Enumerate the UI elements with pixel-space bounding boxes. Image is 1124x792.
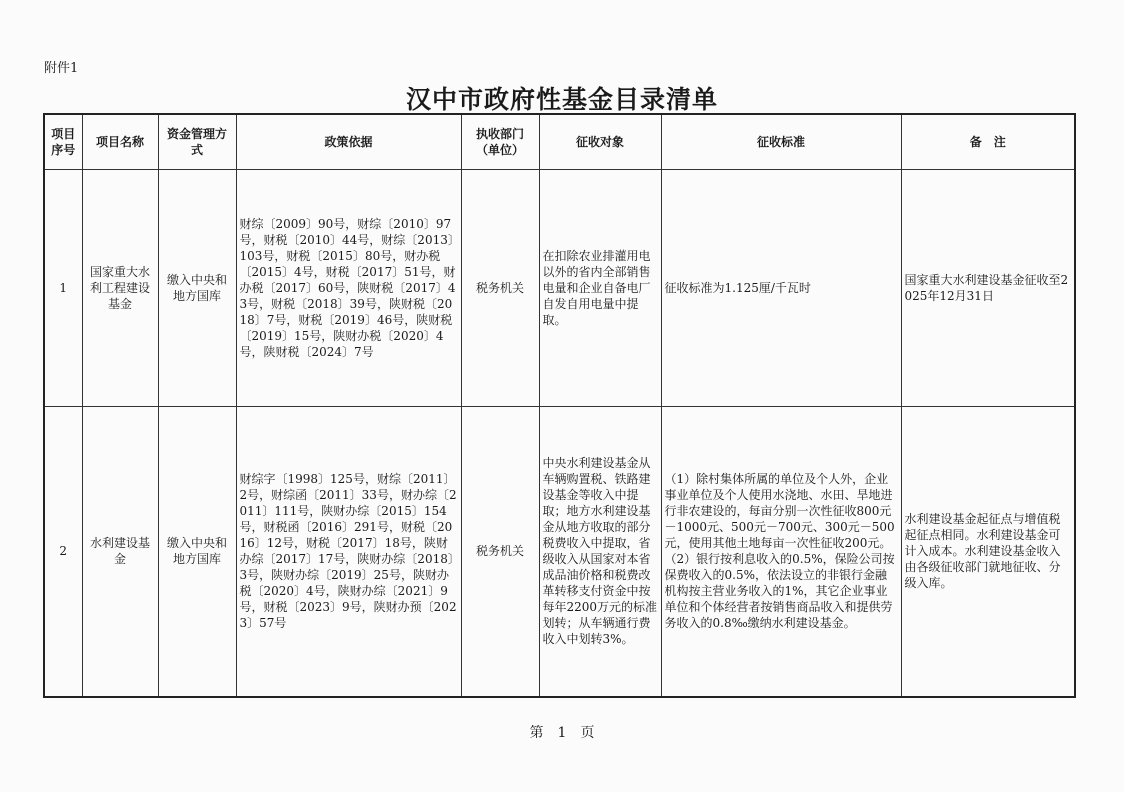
row-object: 中央水利建设基金从车辆购置税、铁路建设基金等收入中提取；地方水利建设基金从地方收取的部分税费收入中提取，省级收入从国家对本省成品油价格和税费改革转移支付资金中按每年2200万元的标准划转；从车辆通行费收入中划转3%。 bbox=[539, 406, 661, 697]
standard-item-2: （2）银行按利息收入的0.5%，保险公司按保费收入的0.5%，依法设立的非银行金融机构按主营业务收入的1%，其它企业事业单位和个体经营者按销售商品收入和提供劳务收入的0.8‰缴纳水利建设基金。 bbox=[664, 552, 895, 631]
header-cell-basis: 政策依据 bbox=[236, 114, 461, 169]
row-management: 缴入中央和地方国库 bbox=[158, 169, 236, 406]
row-name: 国家重大水利工程建设基金 bbox=[82, 169, 158, 406]
document-title: 汉中市政府性基金目录清单 bbox=[405, 85, 718, 114]
row-management: 缴入中央和地方国库 bbox=[158, 406, 236, 697]
row-no: 1 bbox=[44, 169, 82, 406]
row-name: 水利建设基金 bbox=[82, 406, 158, 697]
row-object: 在扣除农业排灌用电以外的省内全部销售电量和企业自备电厂自发自用电量中提取。 bbox=[539, 169, 661, 406]
fund-catalog-table bbox=[43, 113, 1076, 698]
page-number: 第 1 页 bbox=[529, 725, 595, 741]
row-standard: 征收标准为1.125厘/千瓦时 bbox=[661, 169, 901, 406]
header-cell-object: 征收对象 bbox=[539, 114, 661, 169]
header-cell-name: 项目名称 bbox=[82, 114, 158, 169]
row-dept: 税务机关 bbox=[461, 406, 539, 697]
header-cell-management: 资金管理方式 bbox=[158, 114, 236, 169]
header-cell-standard: 征收标准 bbox=[661, 114, 901, 169]
row-basis: 财综〔2009〕90号，财综〔2010〕97号，财税〔2010〕44号，财综〔2013〕103号，财税〔2015〕80号，财办税〔2015〕4号，财税〔2017〕51号，财办税〔2017〕60号，陕财税〔2017〕43号，财税〔2018〕39号，陕财税〔2018〕7号，财税〔2019〕46号，陕财税〔2019〕15号，陕财办税〔2020〕4号，陕财税〔2024〕7号 bbox=[236, 169, 461, 406]
table-header-row bbox=[44, 114, 1075, 169]
row-remark: 水利建设基金起征点与增值税起征点相同。水利建设基金可计入成本。水利建设基金收入由各级征收部门就地征收、分级入库。 bbox=[901, 406, 1075, 697]
row-remark: 国家重大水利建设基金征收至2025年12月31日 bbox=[901, 169, 1075, 406]
annex-label: 附件1 bbox=[44, 61, 79, 76]
header-cell-no: 项目序号 bbox=[44, 114, 82, 169]
header-cell-remark: 备 注 bbox=[901, 114, 1075, 169]
row-standard bbox=[661, 406, 901, 697]
table-row bbox=[44, 169, 1075, 406]
standard-item-1: （1）除村集体所属的单位及个人外，企业事业单位及个人使用水浇地、水田、旱地进行非农建设的，每亩分别一次性征收800元－1000元、500元－700元、300元－500元，使用其他土地每亩一次性征收200元。 bbox=[664, 472, 895, 551]
row-no: 2 bbox=[44, 406, 82, 697]
row-dept: 税务机关 bbox=[461, 169, 539, 406]
table-row bbox=[44, 406, 1075, 697]
row-basis: 财综字〔1998〕125号，财综〔2011〕2号，财综函〔2011〕33号，财办综〔2011〕111号，陕财办综〔2015〕154号，财税函〔2016〕291号，财税〔2016〕12号，财税〔2017〕18号，陕财办综〔2017〕17号，陕财办综〔2018〕3号，陕财办综〔2019〕25号，陕财办税〔2020〕4号，陕财办综〔2021〕9号，财税〔2023〕9号，陕财办预〔2023〕57号 bbox=[236, 406, 461, 697]
header-cell-dept: 执收部门（单位） bbox=[461, 114, 539, 169]
